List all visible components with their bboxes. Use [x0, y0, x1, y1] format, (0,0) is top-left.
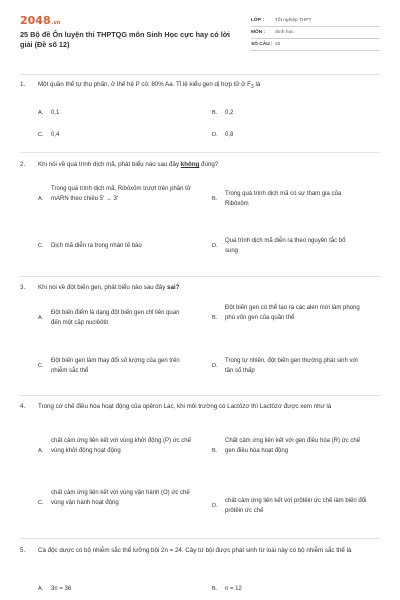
meta-row-subject: MÔN : Sinh học: [251, 27, 380, 39]
brand-suffix: .vn: [51, 20, 61, 26]
divider: [20, 74, 380, 75]
brand-name: 2048: [20, 14, 51, 27]
emphasis-word: không: [180, 161, 200, 168]
emphasis-word: sai?: [167, 284, 180, 291]
meta-table: [251, 15, 380, 51]
divider: [20, 276, 380, 277]
question-number: 5.: [20, 547, 26, 554]
header: [20, 14, 380, 49]
divider: [20, 395, 380, 396]
question-stem: Khi nói về quá trình dịch mã, phát biểu nào sau đây không đúng?: [38, 161, 219, 168]
question-stem: Trong cơ chế điều hòa hoạt động của opêron Lac, khi môi trường có Lactôzơ thì Lactôzơ được xem như là: [38, 403, 332, 410]
divider: [20, 152, 380, 153]
meta-row-class: LỚP : Tốt nghiệp THPT: [251, 15, 380, 27]
question-number: 1.: [20, 81, 26, 88]
question-number: 2.: [20, 161, 26, 168]
question-stem: Cà độc dược có bộ nhiễm sắc thể lưỡng bội 2n = 24. Cây tứ bội được phát sinh từ loài này có bộ nhiễm sắc thể là: [38, 547, 352, 554]
question-stem: Khi nói về đột biến gen, phát biểu nào sau đây sai?: [38, 284, 180, 291]
question-number: 4.: [20, 403, 26, 410]
question-stem: Một quần thể tự thụ phấn, ở thế hệ P có: 80% Aa. Tỉ lệ kiểu gen dị hợp tử ở $F_3$ là: [38, 81, 261, 91]
document-title: 25 Bộ đề Ôn luyện thi THPTQG môn Sinh Học cực hay có lời giải (Đề số 12): [20, 30, 230, 49]
question-number: 3.: [20, 284, 26, 291]
divider: [20, 538, 380, 539]
document-page: 2048.vn 25 Bộ đề Ôn luyện thi THPTQG môn Sinh Học cực hay có lời giải (Đề số 12) LỚP : Tốt nghiệp THPT MÔN : Sinh học SỐ CÂU : 40 1. Một quần thể tự thụ phấn, ở thế hệ P có: 80% Aa. Tỉ lệ kiểu gen dị hợp tử ở $F_3$ là A. 0,1 B. 0,2 C. 0,4 D. 0,8 2. Khi nói về quá trình dịch mã, phát biểu nào sau đây không đúng? A. Trong quá trình dịch mã, Ribôxôm trượt trên phân tử mARN theo chiều 5' → 3' B. Trong quá trình dịch mã có sự tham gia của Ribôxôm C. Dịch mã diễn ra trong nhân tế bào D. Quá trình dịch mã diễn ra theo nguyên tắc bổ sung 3. Khi nói về đột biến gen, phát biểu nào sau đây sai? A. Đột biến điểm là dạng đột biến gen chỉ liên quan đến một cặp nuclêôtit B. Đột biến gen có thể tạo ra các alen mới làm phong phú vốn gen của quần thể C. Đột biến gen làm thay đổi số lượng của gen trên nhiễm sắc thể D. Trong tự nhiên, đột biến gen thường phát sinh với tần số thấp 4. Trong cơ chế điều hòa hoạt động của opêron Lac, khi môi trường có Lactôzơ thì Lactôzơ được xem như là A. chất cảm ứng liên kết với vùng khởi động (P) ức chế vùng khởi động hoạt động B. Chất cảm ứng liên kết với gen điều hòa (R) ức chế gen điều hòa hoạt động C. chất cảm ứng liên kết với vùng vận hành (O) ức chế vùng vận hành hoạt động D. chất cảm ứng liên kết với prôtêin ức chế làm biến đổi prôtêin ức chế 5. Cà độc dược có bộ nhiễm sắc thể lưỡng bội 2n = 24. Cây tứ bội được phát sinh từ loài này có bộ nhiễm sắc thể là A. 3n = 36 B. n = 12: [0, 0, 400, 600]
meta-row-count: SỐ CÂU : 40: [251, 39, 380, 51]
